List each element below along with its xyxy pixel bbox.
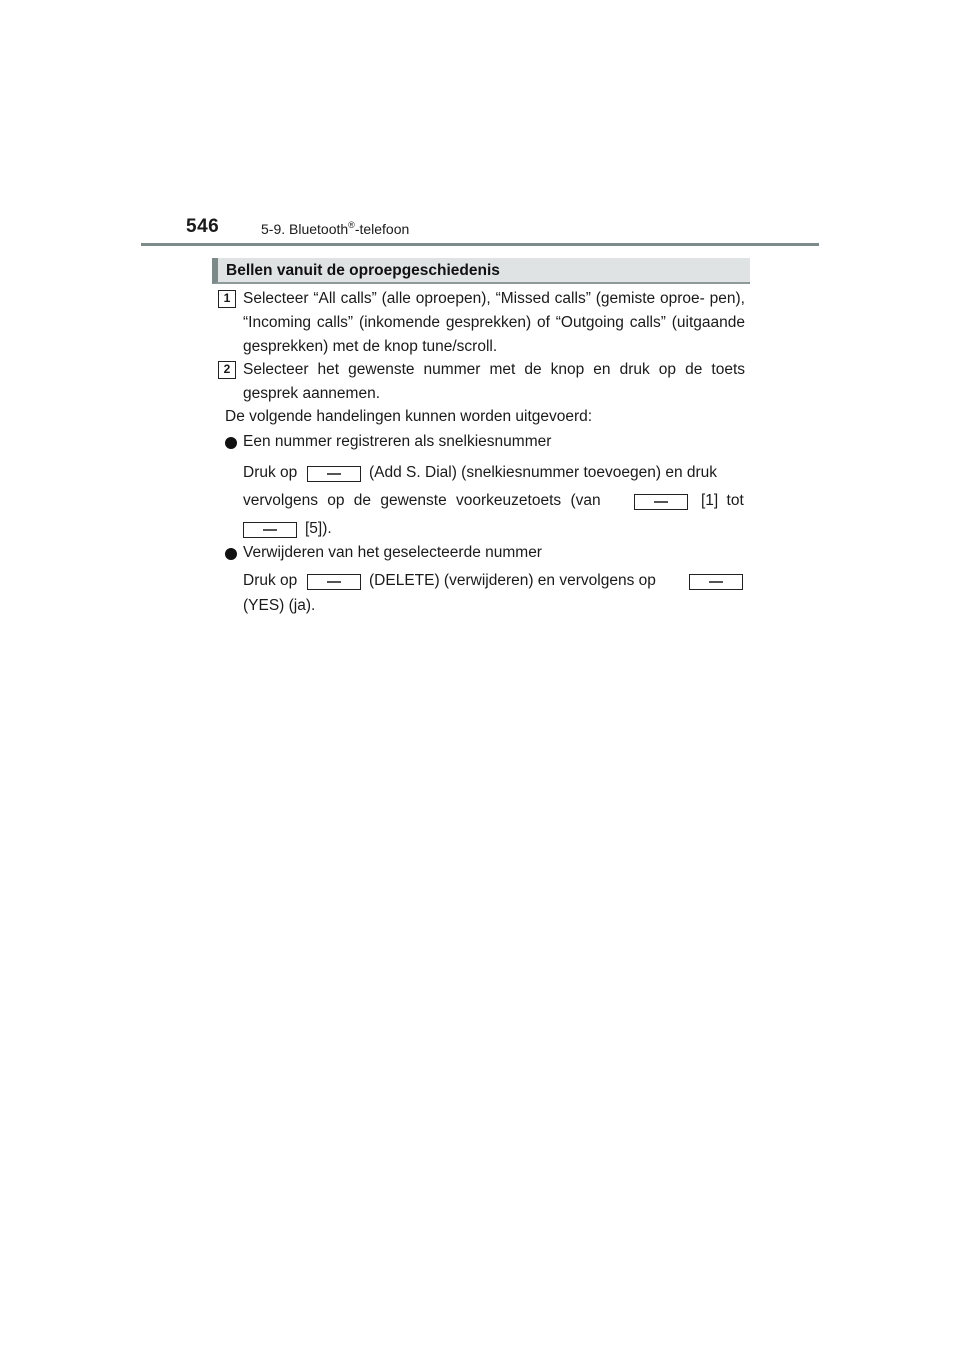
- bullet-1-line2-end: [1] tot: [701, 492, 744, 509]
- key-yes: [689, 574, 743, 590]
- intro-text: De volgende handelingen kunnen worden uitgevoerd:: [225, 408, 593, 425]
- step-2-text: Selecteer het gewenste nummer met de knop en druk op de toets gesprek aannemen.: [243, 361, 745, 402]
- section-prefix: 5-9. Bluetooth: [261, 221, 349, 237]
- bullet-2-line1-start: Druk op: [243, 572, 298, 589]
- section-reference: [261, 221, 409, 237]
- step-1-icon: 1: [218, 290, 236, 308]
- bullet-2-line2: (YES) (ja).: [243, 597, 316, 614]
- bullet-1-line3: [5]).: [305, 520, 332, 537]
- bullet-dot: [225, 548, 237, 560]
- bullet-1-line1-start: Druk op: [243, 464, 298, 481]
- section-suffix: -telefoon: [354, 221, 410, 237]
- registered-mark: ®: [348, 220, 355, 230]
- bullet-1-line2-start: vervolgens op de gewenste voorkeuzetoets (van: [243, 492, 601, 509]
- bullet-dot: [225, 437, 237, 449]
- key-preset-5: [243, 522, 297, 538]
- bullet-1-line1-end: (Add S. Dial) (snelkiesnummer toevoegen) en druk: [369, 464, 718, 481]
- page-number: 546: [186, 216, 220, 237]
- key-delete: [307, 574, 361, 590]
- section-title-bar: [212, 258, 750, 284]
- header-rule: [141, 243, 819, 246]
- bullet-2-line1-end: (DELETE) (verwijderen) en vervolgens op: [369, 572, 656, 589]
- key-add-speed-dial: [307, 466, 361, 482]
- section-title: Bellen vanuit de oproepgeschiedenis: [226, 262, 500, 279]
- key-preset-1: [634, 494, 688, 510]
- bullet-2-heading: Verwijderen van het geselecteerde nummer: [243, 544, 542, 561]
- step-1-text: Selecteer “All calls” (alle oproepen), “Missed calls” (gemiste oproe- pen), “Incoming calls” (inkomende gesprekken) of “Outgoing calls” (uitgaande gesprekken) met de knop tune/scroll.: [243, 290, 745, 355]
- step-2-icon: 2: [218, 361, 236, 379]
- bullet-1-heading: Een nummer registreren als snelkiesnummer: [243, 433, 552, 450]
